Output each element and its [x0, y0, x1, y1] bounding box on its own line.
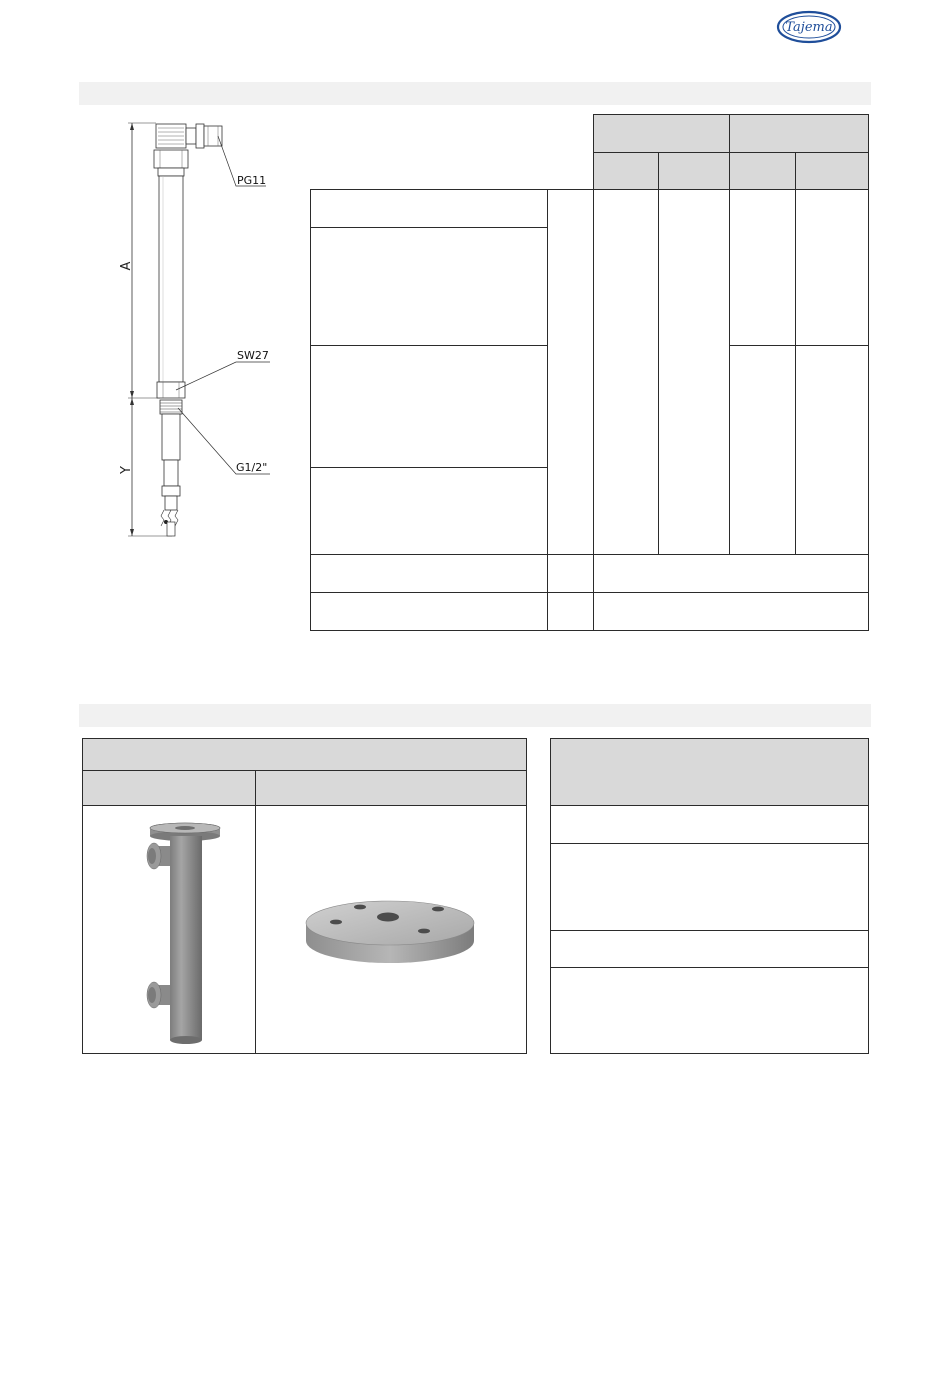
spec-row-divider — [310, 467, 548, 468]
options-header — [550, 738, 869, 806]
brand-logo — [776, 10, 842, 44]
options-row-1 — [550, 805, 869, 844]
callout-thread: G1/2" — [236, 461, 268, 474]
section-band-1 — [79, 82, 871, 105]
options-row-4 — [550, 967, 869, 1054]
mounting-header — [82, 738, 527, 771]
spec-header-sub-4 — [795, 152, 869, 190]
spec-row-divider — [310, 345, 548, 346]
sensor-drawing — [100, 118, 290, 548]
spec-body-frame — [310, 189, 869, 631]
section-band-2 — [79, 704, 871, 727]
spec-row-divider — [310, 554, 869, 555]
spec-header-group-2 — [729, 114, 869, 153]
spec-col-divider — [795, 189, 796, 555]
logo-text: Tajema — [785, 20, 833, 35]
options-row-2 — [550, 843, 869, 931]
bypass-chamber-image — [140, 820, 225, 1048]
spec-header-sub-2 — [658, 152, 730, 190]
spec-header-group-1 — [593, 114, 730, 153]
callout-sw27: SW27 — [237, 349, 269, 362]
dim-a-label: A — [119, 261, 134, 271]
mounting-subheader-2 — [255, 770, 527, 806]
spec-header-sub-3 — [729, 152, 796, 190]
spec-col-divider — [593, 189, 594, 631]
mounting-subheader-1 — [82, 770, 256, 806]
options-row-3 — [550, 930, 869, 968]
spec-row-divider — [729, 345, 869, 346]
dim-y-label: Y — [119, 466, 134, 474]
spec-col-divider — [658, 189, 659, 555]
callout-pg11: PG11 — [237, 174, 267, 187]
spec-row-divider — [310, 227, 548, 228]
flange-image — [300, 895, 480, 967]
spec-col-divider — [547, 189, 548, 631]
spec-col-divider — [729, 189, 730, 555]
spec-header-sub-1 — [593, 152, 659, 190]
spec-row-divider — [310, 592, 869, 593]
